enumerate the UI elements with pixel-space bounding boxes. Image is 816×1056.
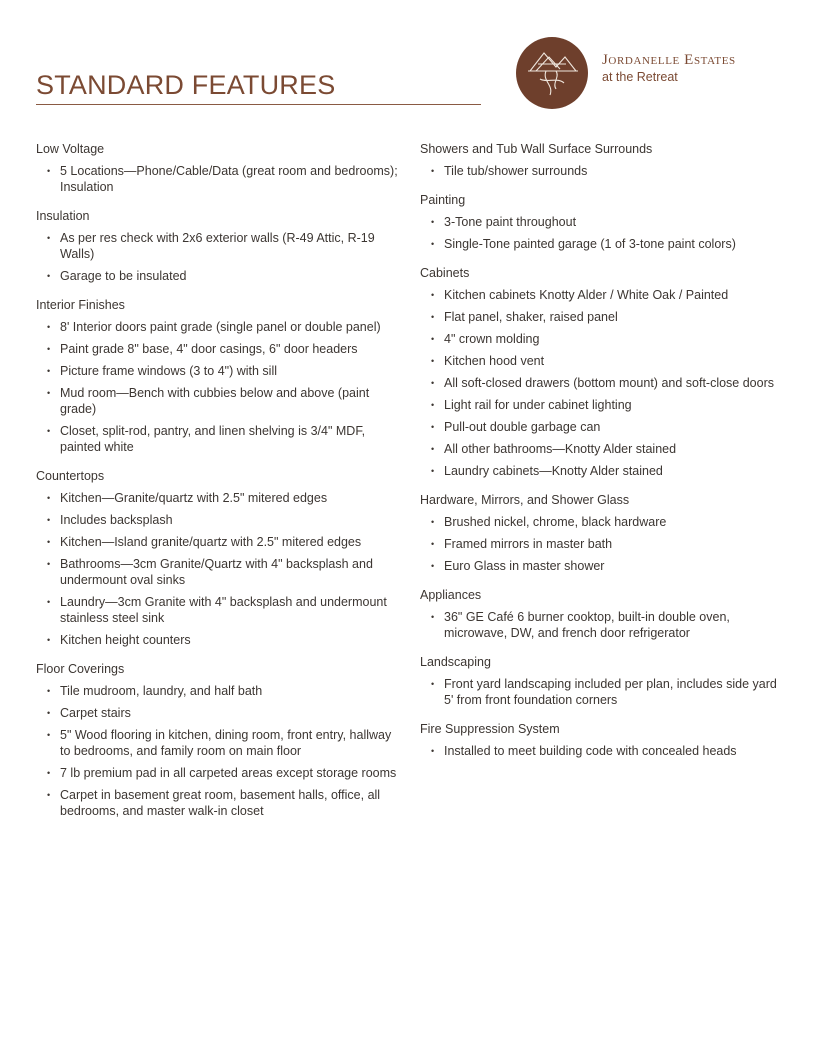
section-heading: Interior Finishes <box>36 298 125 312</box>
section-heading: Landscaping <box>420 655 491 669</box>
feature-item: • Kitchen height counters <box>36 632 401 648</box>
section-heading: Insulation <box>36 209 90 223</box>
section-heading: Painting <box>420 193 466 207</box>
feature-item: • Carpet stairs <box>36 705 401 721</box>
feature-item: • Brushed nickel, chrome, black hardware <box>420 514 788 530</box>
section-heading: Fire Suppression System <box>420 722 560 736</box>
feature-list <box>36 230 401 284</box>
mountain-logo-icon <box>516 37 588 109</box>
feature-item: • 3-Tone paint throughout <box>420 214 788 230</box>
feature-item: • 5 Locations—Phone/Cable/Data (great room and bedrooms); Insulation <box>36 163 401 195</box>
feature-list <box>420 514 788 574</box>
feature-item: • All soft-closed drawers (bottom mount) and soft-close doors <box>420 375 788 391</box>
feature-list <box>420 743 788 759</box>
feature-list <box>420 214 788 252</box>
feature-item: • Front yard landscaping included per plan, includes side yard 5' from front foundation corners <box>420 676 788 708</box>
feature-item: • Kitchen—Island granite/quartz with 2.5" mitered edges <box>36 534 401 550</box>
feature-item: • Closet, split-rod, pantry, and linen shelving is 3/4" MDF, painted white <box>36 423 401 455</box>
feature-item: • Kitchen cabinets Knotty Alder / White Oak / Painted <box>420 287 788 303</box>
feature-item: • Flat panel, shaker, raised panel <box>420 309 788 325</box>
feature-item: • Light rail for under cabinet lighting <box>420 397 788 413</box>
feature-item: • All other bathrooms—Knotty Alder stained <box>420 441 788 457</box>
feature-item: • Euro Glass in master shower <box>420 558 788 574</box>
section-heading: Hardware, Mirrors, and Shower Glass <box>420 493 630 507</box>
brand-subtitle: at the Retreat <box>602 70 678 84</box>
section-heading: Countertops <box>36 469 105 483</box>
feature-list <box>36 490 401 648</box>
feature-item: • Installed to meet building code with concealed heads <box>420 743 788 759</box>
feature-list <box>420 609 788 641</box>
feature-item: • 5" Wood flooring in kitchen, dining room, front entry, hallway to bedrooms, and family room on main floor <box>36 727 401 759</box>
section-appliances <box>420 587 788 641</box>
section-low-voltage <box>36 141 401 195</box>
section-countertops <box>36 468 401 648</box>
section-cabinets <box>420 265 788 479</box>
page-title: STANDARD FEATURES <box>36 70 336 101</box>
title-divider <box>36 104 481 105</box>
feature-item: • Kitchen hood vent <box>420 353 788 369</box>
section-floor-coverings <box>36 661 401 819</box>
feature-list <box>36 319 401 455</box>
section-heading: Floor Coverings <box>36 662 125 676</box>
feature-item: • Garage to be insulated <box>36 268 401 284</box>
section-landscaping <box>420 654 788 708</box>
section-heading: Appliances <box>420 588 482 602</box>
section-interior-finishes <box>36 297 401 455</box>
feature-list <box>420 287 788 479</box>
section-heading: Low Voltage <box>36 142 105 156</box>
section-insulation <box>36 208 401 284</box>
feature-list <box>420 163 788 179</box>
brand-name: Jordanelle Estates <box>602 52 736 68</box>
brand-block <box>602 52 736 84</box>
feature-item: • 7 lb premium pad in all carpeted areas except storage rooms <box>36 765 401 781</box>
feature-item: • Includes backsplash <box>36 512 401 528</box>
left-column <box>36 141 401 832</box>
feature-item: • Paint grade 8" base, 4" door casings, 6" door headers <box>36 341 401 357</box>
feature-item: • 4" crown molding <box>420 331 788 347</box>
feature-item: • 36" GE Café 6 burner cooktop, built-in double oven, microwave, DW, and french door refrigerator <box>420 609 788 641</box>
feature-item: • Bathrooms—3cm Granite/Quartz with 4" backsplash and undermount oval sinks <box>36 556 401 588</box>
feature-item: • Mud room—Bench with cubbies below and above (paint grade) <box>36 385 401 417</box>
feature-item: • Tile mudroom, laundry, and half bath <box>36 683 401 699</box>
feature-item: • Laundry—3cm Granite with 4" backsplash and undermount stainless steel sink <box>36 594 401 626</box>
section-fire-suppression-system <box>420 721 788 759</box>
feature-list <box>36 163 401 195</box>
section-hardware-mirrors-and-shower-glass <box>420 492 788 574</box>
feature-item: • Framed mirrors in master bath <box>420 536 788 552</box>
feature-list <box>420 676 788 708</box>
feature-list <box>36 683 401 819</box>
feature-item: • Picture frame windows (3 to 4") with sill <box>36 363 401 379</box>
section-painting <box>420 192 788 252</box>
feature-item: • As per res check with 2x6 exterior walls (R-49 Attic, R-19 Walls) <box>36 230 401 262</box>
feature-item: • 8' Interior doors paint grade (single panel or double panel) <box>36 319 401 335</box>
feature-item: • Pull-out double garbage can <box>420 419 788 435</box>
section-heading: Showers and Tub Wall Surface Surrounds <box>420 142 653 156</box>
feature-item: • Tile tub/shower surrounds <box>420 163 788 179</box>
section-heading: Cabinets <box>420 266 470 280</box>
feature-item: • Kitchen—Granite/quartz with 2.5" mitered edges <box>36 490 401 506</box>
feature-item: • Single-Tone painted garage (1 of 3-tone paint colors) <box>420 236 788 252</box>
feature-item: • Laundry cabinets—Knotty Alder stained <box>420 463 788 479</box>
section-showers-and-tub-wall-surface-surrounds <box>420 141 788 179</box>
feature-item: • Carpet in basement great room, basement halls, office, all bedrooms, and master walk-in closet <box>36 787 401 819</box>
right-column <box>420 141 788 772</box>
